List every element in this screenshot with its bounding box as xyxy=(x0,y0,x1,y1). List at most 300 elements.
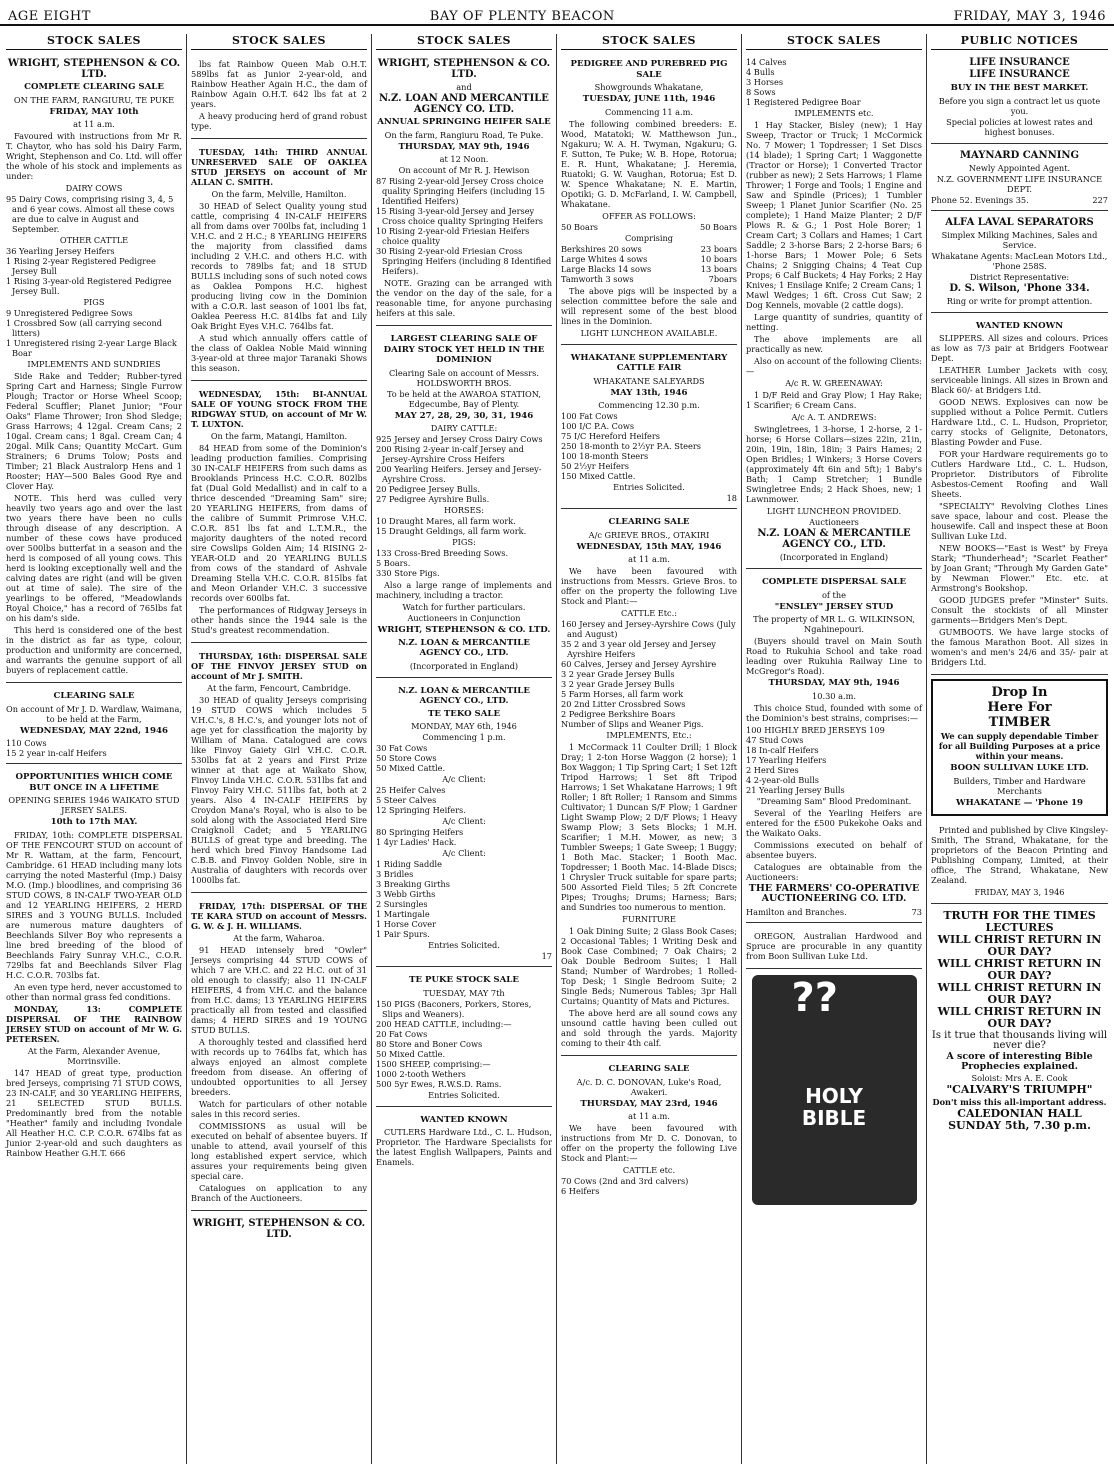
section-heading: OTHER CATTLE xyxy=(59,235,129,245)
location: WHAKATANE SALEYARDS xyxy=(593,375,705,386)
ad-cattle-fair xyxy=(561,348,737,510)
sale-date: 10th to 17th MAY. xyxy=(50,817,138,827)
table-row xyxy=(561,264,737,274)
list-item: 1500 SHEEP, comprising:— xyxy=(376,1058,491,1069)
ad-body: Large quantity of sundries, quantity of netting. xyxy=(746,312,922,332)
ad-oaklea-stud xyxy=(191,142,367,381)
ad-title: THURSDAY, 16th: DISPERSAL SALE OF THE FINVOY JERSEY STUD on account of Mr J. SMITH. xyxy=(191,651,367,681)
page-number: AGE EIGHT xyxy=(8,9,91,24)
auctioneer-name: N.Z. LOAN & MERCANTILE AGENCY CO., LTD. xyxy=(398,685,530,706)
ad-body: Catalogues on application to any Branch of the Auctioneers. xyxy=(191,1183,367,1203)
list-item: 50 Mixed Cattle. xyxy=(376,763,446,773)
list-item: 925 Jersey and Jersey Cross Dairy Cows xyxy=(376,434,543,444)
column-1 xyxy=(2,34,187,1464)
ad-ensley-jersey-stud xyxy=(746,572,922,923)
list-item: "SPECIALTY" Revolving Clothes Lines save space, labour and cost. Please the housewife. Call and inspect these at Boon Sullivan Luke Ltd. xyxy=(931,501,1108,541)
ad-body: 30 HEAD of Select Quality young stud cattle, comprising 4 IN-CALF HEIFERS all from dams over 700lbs fat, including 1 V.H.C. and 2 H.C.; 8 YEARLING HEIFERS the majority from classified dams including 2 V.H.C. and others H.C. with records to 789lbs fat; and 18 STUD BULLS including sons of such noted cows as Oaklea Pompons H.C. highest producing living cow in the Dominion with a C.O.R. last season of 1001 lbs fat, Oaklea Peeress H.C. 814lbs fat and Lily Oak Bright Eyes V.H.C. 764lbs fat. xyxy=(191,201,367,331)
ad-body: LIGHT LUNCHEON PROVIDED. xyxy=(766,506,902,516)
ad-pig-sale xyxy=(561,54,737,345)
ad-wanted-known-list xyxy=(931,316,1108,676)
list-item: 1000 2-tooth Wethers xyxy=(376,1068,466,1079)
ad-body: Simplex Milking Machines, Sales and Service. xyxy=(941,229,1098,250)
list-item: 95 Dairy Cows, comprising rising 3, 4, 5 and 6 year cows. Almost all these cows are due to calve in August and September. xyxy=(6,194,175,234)
ad-body: On account of Mr J. D. Wardlaw, Waimana, to be held at the Farm, xyxy=(6,703,182,724)
location: Showgrounds Whakatane, xyxy=(594,82,704,92)
ad-title: Here For xyxy=(987,700,1052,715)
vendor: Clearing Sale on account of Messrs. HOLDSWORTH BROS. xyxy=(389,367,539,388)
list-item: 5 Steer Calves xyxy=(376,795,437,805)
location: At the farm, Waharoa. xyxy=(233,933,325,943)
ad-body: 1 Oak Dining Suite; 2 Glass Book Cases; 2 Occasional Tables; 1 Writing Desk and Book Case Combined; 7 Oak Chairs; 2 Oak Double Bedroom Suites; 1 Hall Stand; Number of Wardrobes; 1 Rolled-Top Desk; 1 Single Bedroom Suite; 2 Single Beds; Numerous Tables; 3pr Hall Curtains; Quantity of Mats and Pictures. xyxy=(561,926,737,1006)
ad-number: 73 xyxy=(911,906,922,917)
location: On the farm, Matangi, Hamilton. xyxy=(210,431,348,441)
ad-life-insurance xyxy=(931,54,1108,144)
ad-body: 1 McCormack 11 Coulter Drill; 1 Block Dray; 1 2-ton Horse Waggon (2 horse); 1 Box Waggon; 1 Tip Spring Cart; 1 Set 12ft Tripod Harrows; 1 Set 8ft Tripod Harrows; 1 Set Whakatane Harrows; 1 9ft Roller; 1 8ft Roller; 1 Ransom and Simms Cultivator; 1 Duncan S/F Plow; 1 Gardner Light Swamp Plow; 2 D/F Plows; 1 Heavy Swamp Plow; 3 Sets Blocks; 1 M.H. Scarifier; 1 M.H. Mower, as new; 3 Tumbler Sweeps; 1 Gate Sweep; 1 Buggy; 1 Both Mac. Stacker; 1 Booth Mac. Topdresser; 1 Booth Mac. 14-Blade Discs; 1 Chrysler Truck suitable for spare parts; 500 Assorted Field Tiles; 5 2ft Concrete Pipes; Troughs; Drums; Harness; Bars; and Sundries too numerous to mention. xyxy=(561,742,737,912)
location: On the farm, Melville, Hamilton. xyxy=(211,189,347,199)
section-heading: CATTLE Etc.: xyxy=(620,608,678,618)
section-heading: DAIRY CATTLE: xyxy=(430,423,498,433)
phone: WHAKATANE — 'Phone 19 xyxy=(955,797,1084,808)
column-heading: PUBLIC NOTICES xyxy=(931,34,1108,50)
ad-body: Watch for particulars of other notable sales in this record series. xyxy=(191,1099,367,1119)
ad-oregon xyxy=(746,926,922,969)
ad-te-teko-sale xyxy=(376,681,552,968)
sale-date: WEDNESDAY, MAY 22nd, 1946 xyxy=(20,725,168,736)
ad-body: The above implements are all practically as new. xyxy=(746,334,922,354)
ad-body: The above pigs will be inspected by a selection committee before the sale and will represent some of the best blood lines in the Dominion. xyxy=(561,285,737,326)
list-item: 133 Cross-Bred Breeding Sows. xyxy=(376,548,509,558)
list-item: 500 5yr Ewes, R.W.S.D. Rams. xyxy=(376,1078,502,1089)
list-item: FOR your Hardware requirements go to Cutlers Hardware Ltd., C. L. Hudson, Proprietor. Distributors of Fibrolite Asbestos-Cement Roofing and Wall Sheets. xyxy=(931,449,1108,499)
ad-body: Is it true that thousands living will never die? xyxy=(931,1030,1108,1051)
auctioneer-name: WRIGHT, STEPHENSON & CO. LTD. xyxy=(7,58,181,80)
ad-body: This herd is considered one of the best in the district as far as type, colour, production and uniformity are concerned, and warrants the genuine support of all buyers of replacement cattle. xyxy=(6,625,182,675)
ad-title: CLEARING SALE xyxy=(53,691,135,701)
ad-body: COMMISSIONS as usual will be executed on behalf of absentee buyers. If unable to attend, avail yourself of this long established expert service, which assures your requirements being given special care. xyxy=(191,1121,367,1181)
client-name: A/c R. W. GREENAWAY: xyxy=(785,378,883,388)
list-item: 9 Unregistered Pedigree Sows xyxy=(6,308,133,318)
ad-body: "Dreaming Sam" Blood Predominant. xyxy=(756,795,912,806)
ad-body: Catalogues are obtainable from the Auctioneers: xyxy=(746,861,922,882)
section-heading: PIGS xyxy=(83,297,105,307)
ad-body: Watch for further particulars. xyxy=(402,602,526,612)
ad-body: (Buyers should travel on Main South Road to Rukuhia School and take road leading over Rukuhia Railway Line to McGregor's Road). xyxy=(746,636,922,676)
ad-title: WANTED KNOWN xyxy=(420,1114,508,1125)
sale-date: WEDNESDAY, 15th MAY, 1946 xyxy=(576,541,722,552)
column-4 xyxy=(557,34,742,1464)
list-item: SLIPPERS. All sizes and colours. Prices as low as 7/3 pair at Bridgers Footwear Dept. xyxy=(931,333,1108,363)
imprint-date: FRIDAY, MAY 3, 1946 xyxy=(974,887,1065,897)
auctioneer-name: THE FARMERS' CO-OPERATIVE AUCTIONEERING CO. LTD. xyxy=(748,882,920,904)
table-cell: Large Blacks 14 sows xyxy=(561,263,652,274)
event-time: SUNDAY 5th, 7.30 p.m. xyxy=(948,1119,1091,1132)
section-heading: DAIRY COWS xyxy=(65,183,123,193)
ad-body: District Representative: xyxy=(969,271,1070,282)
ad-body: Special policies at lowest rates and highest bonuses. xyxy=(946,116,1093,137)
column-heading: STOCK SALES xyxy=(6,34,182,50)
ad-headline: WILL CHRIST RETURN IN OUR DAY? xyxy=(937,933,1102,958)
list-item: 17 Yearling Heifers xyxy=(746,754,827,765)
ad-wanted-known xyxy=(376,1110,552,1175)
ad-body: 1 D/F Reid and Gray Plow; 1 Hay Rake; 1 Scarifier; 6 Cream Cans. xyxy=(746,390,922,410)
vendor: A/c GRIEVE BROS., OTAKIRI xyxy=(588,529,710,540)
ad-subtitle: BUY IN THE BEST MARKET. xyxy=(950,83,1089,93)
table-cell: 7boars xyxy=(708,273,737,284)
list-item: 2 Herd Sires xyxy=(746,764,799,775)
bible-cover-text xyxy=(752,1085,917,1129)
section-heading: OFFER AS FOLLOWS: xyxy=(602,210,696,221)
list-item: 27 Pedigree Ayrshire Bulls. xyxy=(376,494,490,504)
ad-body: Don't miss this all-important address. xyxy=(932,1097,1107,1107)
auctioneer-name: WRIGHT, STEPHENSON & CO. LTD. xyxy=(377,625,551,635)
ad-title: COMPLETE CLEARING SALE xyxy=(24,82,164,92)
list-item: 1 Unregistered rising 2-year Large Black Boar xyxy=(6,338,177,358)
ad-title: WANTED KNOWN xyxy=(975,320,1064,331)
section-heading: IMPLEMENTS etc. xyxy=(794,108,874,118)
vendor: The property of MR L. G. WILKINSON, Ngahinepouri. xyxy=(753,614,915,634)
list-item: 47 Stud Cows xyxy=(746,734,804,745)
list-item: 1 Rising 2-year Registered Pedigree Jersey Bull xyxy=(6,256,156,276)
column-5 xyxy=(742,34,927,1464)
ad-title: TE PUKE STOCK SALE xyxy=(409,975,519,985)
vendor: A/c. D. C. DONOVAN, Luke's Road, Awakeri. xyxy=(576,1076,722,1097)
auctioneer-name: N.Z. LOAN AND MERCANTILE AGENCY CO. LTD. xyxy=(379,93,549,115)
ad-body: (Incorporated in England) xyxy=(779,552,889,562)
ad-body: An even type herd, never accustomed to other than normal grass fed conditions. xyxy=(6,981,182,1002)
ad-subtitle: "ENSLEY" JERSEY STUD xyxy=(774,601,894,612)
ad-body: Builders, Timber and Hardware Merchants xyxy=(953,775,1086,796)
ad-ridgway-stud xyxy=(191,384,367,643)
ad-body: Soloist: Mrs A. E. Cook xyxy=(971,1073,1068,1083)
list-item: 1 Crossbred Sow (all carrying second litters) xyxy=(6,318,162,338)
list-item: 200 HEAD CATTLE, including:— xyxy=(376,1018,512,1029)
ad-rainbow-continued xyxy=(191,54,367,139)
section-heading: PIGS: xyxy=(452,537,476,547)
ad-maynard-canning xyxy=(931,147,1108,211)
sale-date: MONDAY, MAY 6th, 1946 xyxy=(411,721,517,731)
ad-title: FRIDAY, 17th: DISPERSAL OF THE TE KARA STUD on account of Messrs. G. W. & J. H. WILLIAMS. xyxy=(191,901,367,931)
ad-title: WHAKATANE SUPPLEMENTARY CATTLE FAIR xyxy=(570,352,728,373)
ad-body: A heavy producing herd of grand robust type. xyxy=(191,111,367,131)
ad-title: ALFA LAVAL SEPARATORS xyxy=(945,216,1094,228)
list-item: 5 Boars. xyxy=(376,558,411,568)
sale-time: 10.30 a.m. xyxy=(812,690,856,701)
list-item: 1 Pair Spurs. xyxy=(376,929,430,939)
list-item: 50 Mixed Cattle. xyxy=(376,1048,446,1059)
list-item: GOOD JUDGES prefer "Minster" Suits. Consult the stockists of all Minster garments—Bridgers Men's Dept. xyxy=(931,595,1108,625)
ad-body: The above herd are all sound cows any unsound cattle having been culled out and sold through the yards. Majority coming to their 4th calf. xyxy=(561,1008,737,1048)
list-item: 100 HIGHLY BRED JERSEYS 109 xyxy=(746,724,885,735)
bible-word-holy: HOLY xyxy=(805,1083,863,1108)
table-cell: Large Whites 4 sows xyxy=(561,253,648,264)
list-item: 1 Martingale xyxy=(376,909,430,919)
ad-body: of the xyxy=(822,589,846,600)
list-item: 2 Pedigree Berkshire Boars xyxy=(561,709,676,719)
list-item: 100 Fat Cows xyxy=(561,411,618,421)
vendor: On account of Mr R. J. Hewison xyxy=(398,165,530,175)
ad-title: Drop In xyxy=(991,685,1048,700)
list-item: 6 Heifers xyxy=(561,1186,600,1196)
section-heading: HORSES: xyxy=(444,505,484,515)
list-item: 14 Calves xyxy=(746,57,787,67)
table-cell: 10 boars xyxy=(700,253,737,264)
ad-signature xyxy=(191,1214,367,1247)
table-cell: 50 Boars xyxy=(700,221,737,232)
list-item: 1 Riding Saddle xyxy=(376,859,443,869)
ad-body: Entries Solicited. xyxy=(428,940,500,950)
column-6 xyxy=(927,34,1112,1464)
list-item: 5 Farm Horses, all farm work xyxy=(561,689,684,699)
ad-title: PEDIGREE AND PUREBRED PIG SALE xyxy=(570,59,728,80)
list-item: 100 18-month Steers xyxy=(561,451,649,461)
section-heading: IMPLEMENTS, Etc.: xyxy=(606,730,692,740)
ad-body: Also on account of the following Clients:— xyxy=(746,356,922,376)
list-item: 3 2 year Grade Jersey Bulls xyxy=(561,679,675,689)
sale-time: Commencing 1 p.m. xyxy=(422,732,506,742)
ad-grieve-clearing-sale xyxy=(561,512,737,1056)
list-item: NEW BOOKS—"East is West" by Freya Stark; "Thunderhead"; "Scarlet Feather" by Joan Grant; "Through My Garden Gate" by Newman Flower." Etc. etc. at Armstrong's Bookshop. xyxy=(931,543,1108,593)
list-item: 3 2 year Grade Jersey Bulls xyxy=(561,669,675,679)
holy-bible-illustration xyxy=(752,975,917,1205)
list-item: 60 Calves, Jersey and Jersey Ayrshire xyxy=(561,659,717,669)
ad-awaroa-clearing-sale xyxy=(376,329,552,678)
list-item: 150 Mixed Cattle. xyxy=(561,471,636,481)
list-item: 330 Store Pigs. xyxy=(376,568,440,578)
ad-title: LIFE INSURANCE xyxy=(969,69,1070,80)
ad-headline: "CALVARY'S TRIUMPH" xyxy=(946,1083,1093,1096)
list-item: 200 Rising 2-year in-calf Jersey and Jersey-Ayrshire Cross Heifers xyxy=(376,444,524,464)
list-item: 3 Breaking Girths xyxy=(376,879,451,889)
ad-title: TUESDAY, 14th: THIRD ANNUAL UNRESERVED SALE OF OAKLEA STUD JERSEYS on account of Mr ALLAN C. SMITH. xyxy=(191,147,367,187)
list-item: GOOD NEWS. Explosives can now be supplied without a Police Permit. Cutlers Hardware Ltd., C. L. Hudson, Proprietor, carry stocks of Gelignite, Detonators, Blasting Powder and Fuse. xyxy=(931,397,1108,447)
list-item: 15 Draught Geldings, all farm work. xyxy=(376,526,527,536)
list-item: 20 Pedigree Jersey Bulls. xyxy=(376,484,480,494)
newspaper-title: BAY OF PLENTY BEACON xyxy=(429,9,615,24)
sale-date: TUESDAY, JUNE 11th, 1946 xyxy=(582,94,716,104)
list-item: 20 2nd Litter Crossbred Sows xyxy=(561,699,686,709)
ad-body: (Incorporated in England) xyxy=(409,660,519,671)
sale-time: at 11 a.m. xyxy=(73,119,115,129)
auctioneer-name: WRIGHT, STEPHENSON & CO. LTD. xyxy=(192,1218,366,1240)
company-name: BOON SULLIVAN LUKE LTD. xyxy=(950,763,1089,773)
ad-headline: WILL CHRIST RETURN IN OUR DAY? xyxy=(937,957,1102,982)
ad-body: Swingletrees, 1 3-horse, 1 2-horse, 2 1-horse; 6 Horse Collars—sizes 22in, 21in, 20in, 19in, 18in, 18in; 3 Pairs Hames; 2 Open Bridles; 1 Winkers; 3 Horse Covers (approximately 4ft 6in and 5ft); 1 Baby's Bath; 1 Camp Stretcher; 1 Bundle Swingletree Ends; 2 Hack Shoes, new; 1 Lawnmower. xyxy=(746,424,922,504)
ad-body: NOTE. This herd was culled very heavily two years ago and over the last two years there have been no culls through disease of any description. A number of these cows have produced over 500lbs butterfat in a season and the herd is composed of all young cows. This herd is looking exceptionally well and the calving dates are right (and will be given out at time of sale). The sire of the yearlings to be offered, "Meadowlands Royal Choice," has a record of 765lbs fat on his dam's side. xyxy=(6,493,182,623)
column-heading: STOCK SALES xyxy=(561,34,737,50)
ad-body: We have been favoured with instructions from Mr D. C. Donovan, to offer on the property the following Live Stock and Plant:— xyxy=(561,1123,737,1163)
sale-date: MAY 13th, 1946 xyxy=(610,387,688,398)
auctioneer-name: N.Z. LOAN & MERCANTILE AGENCY CO., LTD. xyxy=(757,528,911,550)
list-item: 15 2 year in-calf Heifers xyxy=(6,748,107,758)
list-item: 50 Store Cows xyxy=(376,753,437,763)
ad-donovan-continued xyxy=(746,54,922,569)
ad-headline: WILL CHRIST RETURN IN OUR DAY? xyxy=(937,981,1102,1006)
bible-word-bible: BIBLE xyxy=(801,1105,867,1130)
ad-subtitle: OPENING SERIES 1946 WAIKATO STUD JERSEY SALES. xyxy=(8,795,180,815)
ad-title: TIMBER xyxy=(988,715,1051,730)
list-item: 3 Bridles xyxy=(376,869,414,879)
list-item: 160 Jersey and Jersey-Ayrshire Cows (July and August) xyxy=(561,619,736,639)
ad-body: lbs fat Rainbow Queen Mab O.H.T. 589lbs fat as Junior 2-year-old, and Rainbow Heather Again H.C., the dam of Rainbow Again O.H.T. 642 lbs fat at 2 years. xyxy=(191,59,367,109)
list-item: 35 2 and 3 year old Jersey and Jersey Ayrshire Heifers xyxy=(561,639,716,659)
table-cell: 13 boars xyxy=(700,263,737,274)
table-cell: Tamworth 3 sows xyxy=(561,273,634,284)
list-item: 100 I/C P.A. Cows xyxy=(561,421,635,431)
client-name: A/c A. T. ANDREWS: xyxy=(791,412,877,422)
auctioneer-name: N.Z. LOAN & MERCANTILE AGENCY CO., LTD. xyxy=(398,637,530,658)
ad-body: NOTE. Grazing can be arranged with the vendor on the day of the sale, for a reasonable time, for anyone purchasing heifers at this sale. xyxy=(376,278,552,318)
ad-body: Whakatane Agents: MacLean Motors Ltd., 'Phone 258S. xyxy=(931,250,1108,271)
location: To be held at the AWAROA STATION, Edgecumbe, Bay of Plenty. xyxy=(386,388,542,409)
ad-waikato-stud-sales xyxy=(6,767,182,1165)
ad-body: 30 HEAD of quality Jerseys comprising 19 STUD COWS which includes 5 V.H.C.'s, 8 H.C.'s, and younger lots not of age yet for classification the majority by William of Mana. Catalogued are cows like Finvoy Gaiety Girl V.H.C. C.O.R. 530lbs fat at 2 years and First Prize winner at that age at Waikato Show, Finvoy Linda V.H.C. C.O.R. 531lbs fat and Finvoy Fairy V.H.C. 511lbs fat, both at 2 years. Also 4 IN-CALF HEIFERS by Croydon Mana's Royal, who is also to be sold along with the Associated Herd Sire Craigknoll Cadet; and 5 YEARLING BULLS of great type and breeding. The herd which bred Finvoy Handsome Lad C.B.B. and Finvoy Golden Noble, sire in Australia of daughters with records over 1000lbs fat. xyxy=(191,695,367,885)
list-item: 30 Fat Cows xyxy=(376,743,428,753)
ad-body: Hamilton and Branches. xyxy=(746,906,847,917)
ad-title: TE TEKO SALE xyxy=(427,708,501,719)
ad-body: The following combined breeders: E. Wood, Matatoki; W. Matthewson Jun., Ngakuru; W. A. H. Twyman, Ngakuru; G. F. Sutton, Te Puke; W. B. Hope, Rotorua; E. R. Hunt, Whakatane; J. Heremia, Ruatoki; G. W. Vaughan, Rotorua; Est D. W. Spence Whakatane; N. E. Martin, Opotiki; G. D. McFarland, I. W. Campbell, Whakatane. xyxy=(561,118,737,209)
list-item: 200 Yearling Heifers. Jersey and Jersey-Ayrshire Cross. xyxy=(376,464,542,484)
ad-body: FRIDAY, 10th: COMPLETE DISPERSAL OF THE FENCOURT STUD on account of Mr R. Wattam, at the farm, Fencourt, Cambridge. 61 HEAD including many lots carrying the noted Masterful (Imp.) Daisy M.O. (Imp.) bloodlines, and comprising 36 STUD COWS, 8 IN-CALF TWO-YEAR OLD and 12 YEARLING HEIFERS, 2 HERD SIRES and 3 YOUNG BULLS. Included are numerous mature daughters of Beechlands Silver Boy who represents a line bred breeding of the blood of Beechlands Fairy Sunray V.H.C., C.O.R. 729lbs fat and Beechlands Silver Flag H.C. C.O.R. 703lbs fat. xyxy=(6,829,182,980)
column-2 xyxy=(187,34,372,1464)
ad-finvoy-stud xyxy=(191,646,367,893)
ad-body: N.Z. GOVERNMENT LIFE INSURANCE DEPT. xyxy=(936,173,1103,194)
ad-title: TRUTH FOR THE TIMES xyxy=(943,909,1096,922)
sale-time: Commencing 11 a.m. xyxy=(604,106,694,117)
ad-body: This choice Stud, founded with some of the Dominion's best strains, comprises:— xyxy=(746,702,922,723)
list-item: 2 Sursingles xyxy=(376,899,428,909)
ad-headline: WILL CHRIST RETURN IN OUR DAY? xyxy=(937,1005,1102,1030)
ad-body: Also a large range of implements and machinery, including a tractor. xyxy=(376,580,552,600)
ad-title: COMPLETE DISPERSAL SALE xyxy=(761,577,907,587)
sale-time: at 11 a.m. xyxy=(628,554,670,564)
column-heading: STOCK SALES xyxy=(376,34,552,50)
ad-title: OPPORTUNITIES WHICH COME BUT ONCE IN A LIFETIME xyxy=(15,772,173,793)
list-item: 70 Cows (2nd and 3rd calvers) xyxy=(561,1176,689,1186)
section-heading: A/c Client: xyxy=(442,848,486,858)
ad-body: Auctioneers xyxy=(809,517,859,527)
list-item: Number of Slips and Weaner Pigs. xyxy=(561,719,704,729)
location: At the Farm, Alexander Avenue, Morrinsville. xyxy=(27,1045,161,1066)
column-3 xyxy=(372,34,557,1464)
location: ON THE FARM, RANGIURU, TE PUKE xyxy=(13,94,175,105)
table-cell: 50 Boars xyxy=(561,221,598,232)
sale-date: FRIDAY, MAY 10th xyxy=(49,106,139,117)
ad-body: Several of the Yearling Heifers are entered for the £500 Pukekohe Oaks and the Waikato Oaks. xyxy=(746,807,922,838)
ad-body: A thoroughly tested and classified herd with records up to 764lbs fat, which has always enjoyed an almost complete freedom from disease. An offering of undoubted opportunities to all Jersey breeders. xyxy=(191,1037,367,1097)
list-item: 1 Rising 3-year-old Registered Pedigree Jersey Bull. xyxy=(6,276,172,296)
sale-date: THURSDAY, MAY 9th, 1946 xyxy=(398,141,530,152)
section-heading: IMPLEMENTS AND SUNDRIES xyxy=(27,359,161,369)
list-item: 110 Cows xyxy=(6,738,47,748)
ad-body: 91 HEAD intensely bred "Owler" Jerseys comprising 44 STUD COWS of which 7 are V.H.C. and 22 H.C. out of 31 old enough to classify; also 11 IN-CALF HEIFERS, 4 from V.H.C. and the balance from H.C. dams; 13 YEARLING HEIFERS practically all from tested and classified dams; 4 HERD SIRES and 19 YOUNG STUD BULLS. xyxy=(191,945,367,1035)
list-item: 87 Rising 2-year-old Jersey Cross choice quality Springing Heifers (including 15 Identified Heifers) xyxy=(376,176,545,206)
ad-body: We can supply dependable Timber for all Building Purposes at a price within your means. xyxy=(938,731,1101,761)
venue: CALEDONIAN HALL xyxy=(957,1107,1082,1120)
ad-footer xyxy=(746,907,922,917)
section-heading: A/c Client: xyxy=(442,774,486,784)
list-item: LEATHER Lumber Jackets with cosy, serviceable linings. All sizes in Brown and Black 60/- at Bridgers Ltd. xyxy=(931,365,1108,395)
ad-springing-heifer-sale xyxy=(376,54,552,326)
auctioneer-name: WRIGHT, STEPHENSON & CO. LTD. xyxy=(377,58,551,80)
ad-body: MONDAY, 13: COMPLETE DISPERSAL OF THE RAINBOW JERSEY STUD on account of Mr W. G. PETERSEN. xyxy=(6,1003,182,1044)
list-item: 36 Yearling Jersey Heifers xyxy=(6,246,115,256)
ad-body: A score of interesting Bible Prophecies explained. xyxy=(946,1051,1093,1072)
column-heading: STOCK SALES xyxy=(746,34,922,50)
list-item: 10 Rising 2-year-old Friesian Heifers choice quality xyxy=(376,226,530,246)
table-row xyxy=(561,254,737,264)
phone: Phone 52. Evenings 35. xyxy=(931,194,1029,205)
column-heading: STOCK SALES xyxy=(191,34,367,50)
ad-title: D. S. Wilson, 'Phone 334. xyxy=(949,282,1090,294)
list-item: 15 Rising 3-year-old Jersey and Jersey Cross choice quality Springing Heifers xyxy=(376,206,543,226)
list-item: 3 Webb Girths xyxy=(376,889,436,899)
ad-title: LECTURES xyxy=(985,921,1054,934)
list-item: 1 Horse Cover xyxy=(376,919,437,929)
list-item: 1 Registered Pedigree Boar xyxy=(746,97,861,107)
sale-date: TUESDAY, MAY 7th xyxy=(423,987,505,998)
list-item: 8 Sows xyxy=(746,87,776,97)
ad-rangiuru-clearing-sale xyxy=(6,54,182,683)
ad-body: 147 HEAD of great type, production bred Jerseys, comprising 71 STUD COWS, 23 IN-CALF, and 30 YEARLING HEIFERS, 21 SELECTED STUD BULLS. Predominantly bred from the notable "Heather" family and including Ivondale All Heather H.C. C.P. C.O.R. 674lbs fat as Junior 2-year-old and such daughters as Rainbow Heather G.H.T. 666 xyxy=(6,1067,182,1158)
list-item: 4 Bulls xyxy=(746,67,775,77)
list-item: 18 In-calf Heifers xyxy=(746,744,819,755)
list-item: 20 Fat Cows xyxy=(376,1028,428,1039)
ad-body: Before you sign a contract let us quote you. xyxy=(938,95,1101,116)
table-row xyxy=(561,274,737,284)
list-item: 80 Store and Boner Cows xyxy=(376,1038,483,1049)
table-row xyxy=(561,222,737,232)
ad-title: LIFE INSURANCE xyxy=(969,57,1070,68)
ad-title: MAYNARD CANNING xyxy=(959,149,1080,161)
ad-te-puke-stock-sale xyxy=(376,970,552,1107)
list-item: 30 Rising 2-year-old Friesian Cross Springing Heifers (including 8 Identified Heifers). xyxy=(376,246,552,276)
section-heading: A/c Client: xyxy=(442,816,486,826)
list-item: 12 Springing Heifers. xyxy=(376,805,466,815)
ad-number: 18 xyxy=(726,493,737,503)
ad-title: LARGEST CLEARING SALE OF DAIRY STOCK YET HELD IN THE DOMINION xyxy=(383,334,545,365)
ad-body: Commissions executed on behalf of absentee buyers. xyxy=(746,839,922,860)
publisher-imprint: Printed and published by Clive Kingsley-Smith, The Strand, Whakatane, for the proprietors of the Beacon Printing and Publishing Company, Limited, at their office, The Strand, Whakatane, New Zealand. xyxy=(931,825,1108,885)
list-item: 80 Springing Heifers xyxy=(376,827,464,837)
ad-body: Ring or write for prompt attention. xyxy=(946,295,1093,306)
table-cell: Berkshires 20 sows xyxy=(561,243,642,254)
sale-time: at 12 Noon. xyxy=(439,154,489,164)
masthead xyxy=(0,6,1114,26)
list-item: 50 2½yr Heifers xyxy=(561,461,629,471)
list-item: 75 I/C Hereford Heifers xyxy=(561,431,660,441)
ad-lectures xyxy=(931,907,1108,1137)
table-row xyxy=(561,244,737,254)
ad-body: We have been favoured with instructions from Messrs. Grieve Bros. to offer on the property the following Live Stock and Plant:— xyxy=(561,566,737,606)
list-item: 10 Draught Mares, all farm work. xyxy=(376,516,516,526)
list-item: 1 4yr Ladies' Hack. xyxy=(376,837,457,847)
ad-body: Newly Appointed Agent. xyxy=(968,162,1071,173)
sale-date: THURSDAY, MAY 23rd, 1946 xyxy=(580,1098,718,1109)
section-heading: Comprising xyxy=(624,232,674,243)
list-item: 250 18-month to 2½yr P.A. Steers xyxy=(561,441,701,451)
ad-body: A stud which annually offers cattle of the class of Oaklea Noble Maid winning 3-year-old at three major Taranaki Shows this season. xyxy=(191,333,367,373)
ad-body: Favoured with instructions from Mr R. T. Chaytor, who has sold his Dairy Farm, Wright, Stephenson and Co. Ltd. will offer the whole of his stock and implements as under: xyxy=(6,131,182,181)
list-item: 21 Yearling Jersey Bulls xyxy=(746,784,845,795)
ad-footer xyxy=(931,195,1108,205)
ad-timber xyxy=(931,679,1108,816)
ad-body: Entries Solicited. xyxy=(613,482,685,492)
location: On the farm, Rangiuru Road, Te Puke. xyxy=(384,129,544,140)
ad-number: 17 xyxy=(541,951,552,961)
ad-title: CLEARING SALE xyxy=(608,1064,690,1074)
list-item: 25 Heifer Calves xyxy=(376,785,446,795)
sale-time: Commencing 12.30 p.m. xyxy=(598,400,700,410)
